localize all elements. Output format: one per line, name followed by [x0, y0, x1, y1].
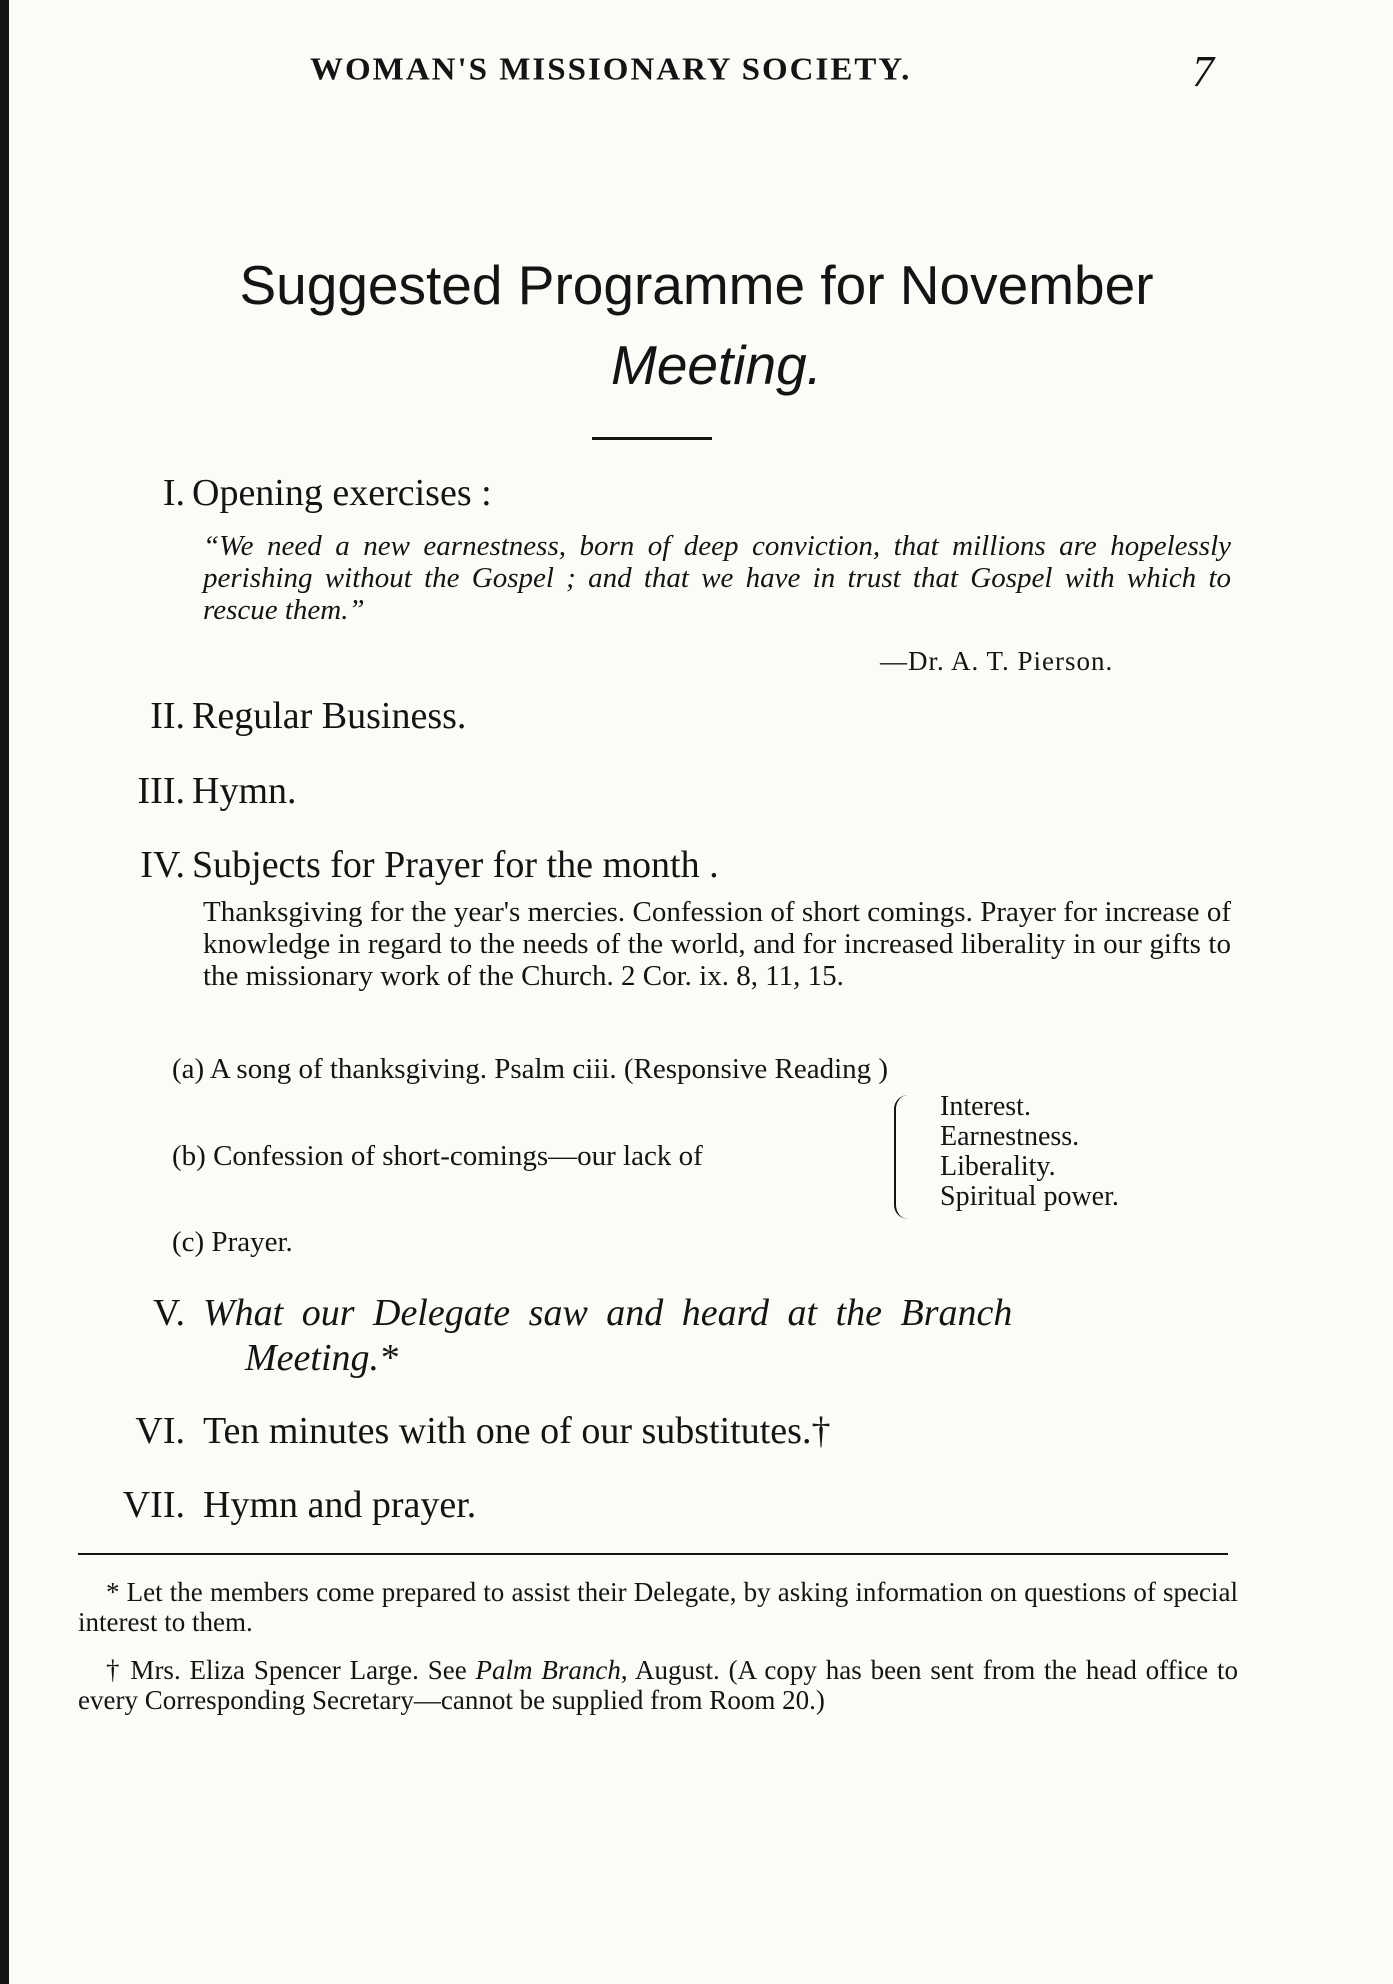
section-numeral: V.	[152, 1292, 185, 1334]
section-heading-line-1: What our Delegate saw and heard at the Branch	[203, 1292, 1013, 1334]
section-numeral: I.	[162, 472, 185, 514]
footnote-dagger	[78, 1655, 1238, 1715]
page-title	[0, 245, 1393, 405]
footnote-text	[78, 1655, 1238, 1715]
page-number: 7	[1192, 47, 1214, 96]
section-heading: Hymn and prayer.	[203, 1484, 477, 1526]
title-line-1: Suggested Programme for November	[239, 254, 1154, 316]
footnote-text-part: † Mrs. Eliza Spencer Large. See	[106, 1655, 476, 1685]
palm-branch-title: Palm Branch	[475, 1655, 621, 1685]
section-heading: Hymn.	[192, 770, 297, 812]
list-item: Spiritual power.	[940, 1181, 1119, 1212]
title-divider	[592, 437, 712, 440]
section-heading-line-2: Meeting.*	[245, 1337, 399, 1379]
section-heading: Opening exercises :	[192, 472, 492, 514]
sub-item-b: (b) Confession of short-comings—our lack of	[172, 1140, 703, 1172]
sub-item-a: (a) A song of thanksgiving. Psalm ciii. (Responsive Reading )	[172, 1053, 889, 1085]
list-item: Liberality.	[940, 1151, 1056, 1182]
section-heading: Subjects for Prayer for the month .	[192, 844, 719, 886]
sub-item-c: (c) Prayer.	[172, 1226, 293, 1258]
quote-attribution: —Dr. A. T. Pierson.	[880, 646, 1114, 676]
title-line-2: Meeting.	[611, 334, 822, 396]
section-heading: Regular Business.	[192, 695, 467, 737]
section-numeral: II.	[150, 695, 185, 737]
lack-of-list	[940, 1092, 1119, 1212]
footnote-text-part: , August. (A copy has been sent from the head office to every Corresponding Secretary—cannot be supplied from Room 20.)	[78, 1655, 1238, 1715]
footnote-divider	[78, 1553, 1228, 1555]
section-numeral: III.	[137, 770, 185, 812]
footnote-text: * Let the members come prepared to assist their Delegate, by asking information on questions of special interest to them.	[78, 1577, 1238, 1637]
running-header: WOMAN'S MISSIONARY SOCIETY.	[310, 52, 912, 88]
opening-quote: “We need a new earnestness, born of deep conviction, that millions are hopelessly perishing without the Gospel ; and that we have in trust that Gospel with which to rescue them.”	[203, 530, 1231, 626]
prayer-subjects-text: Thanksgiving for the year's mercies. Confession of short comings. Prayer for increase of knowledge in regard to the needs of the world, and for increased liberality in our gifts to the missionary work of the Church. 2 Cor. ix. 8, 11, 15.	[203, 896, 1231, 992]
section-numeral: VII.	[122, 1484, 185, 1526]
section-numeral: VI.	[135, 1410, 185, 1452]
list-item: Earnestness.	[940, 1121, 1080, 1152]
brace	[894, 1095, 910, 1219]
section-heading: Ten minutes with one of our substitutes.†	[203, 1410, 831, 1452]
list-item: Interest.	[940, 1091, 1031, 1122]
footnote-star	[78, 1577, 1238, 1637]
section-numeral: IV.	[140, 844, 185, 886]
